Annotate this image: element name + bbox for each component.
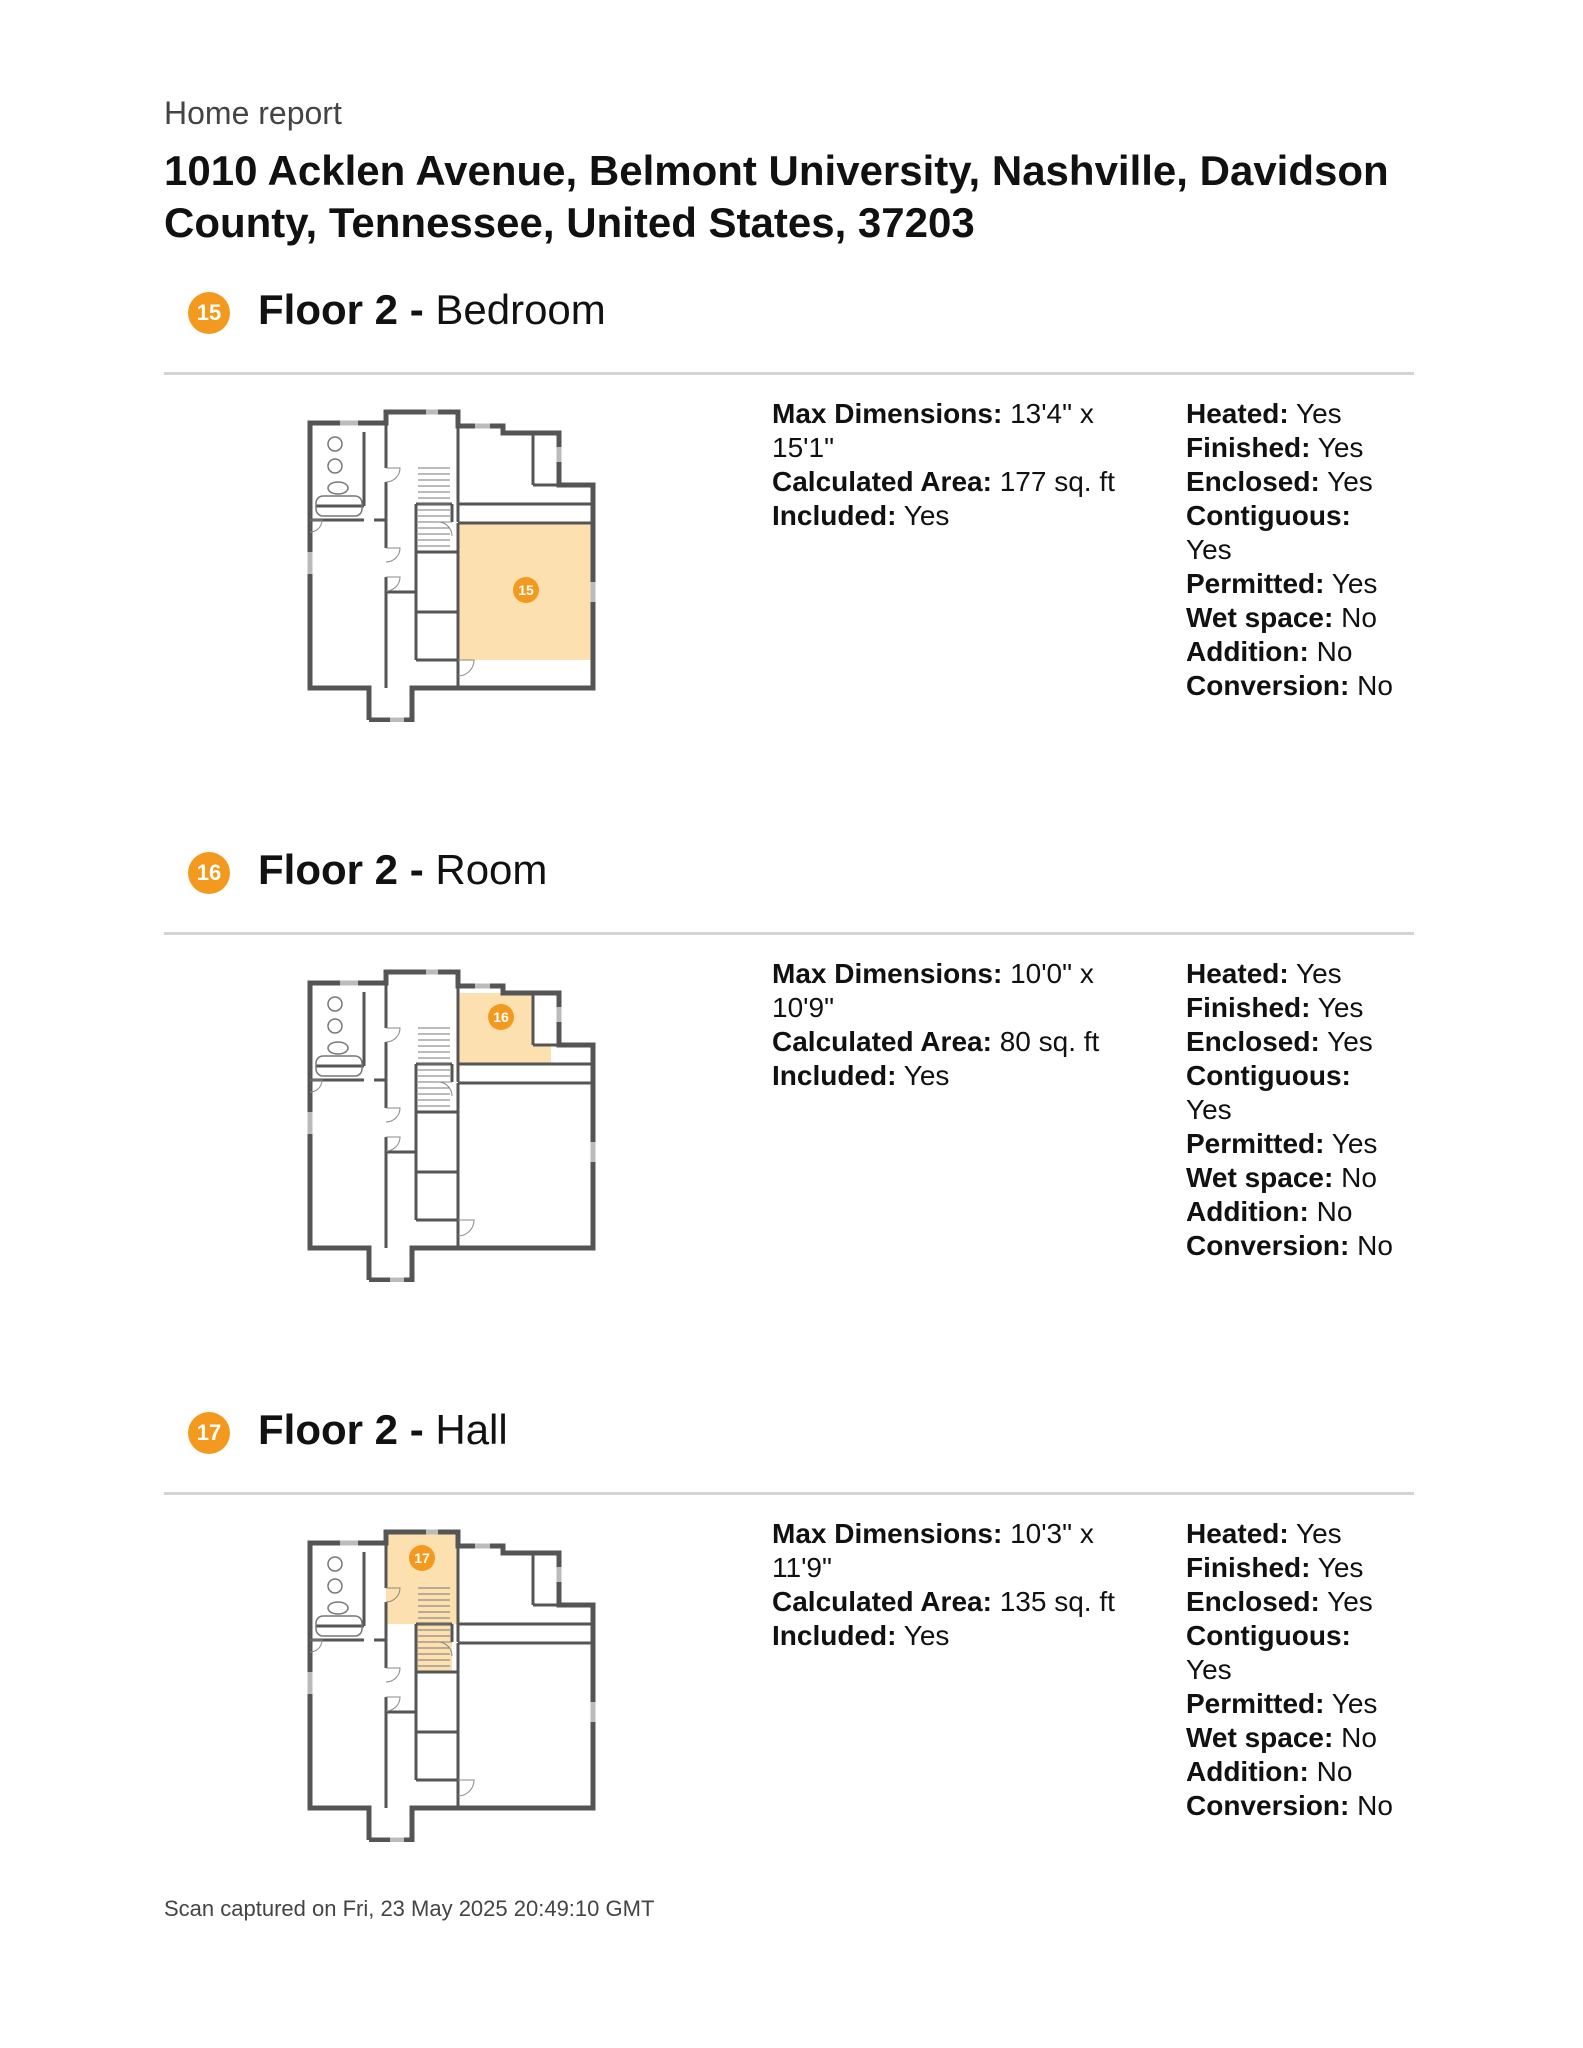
- door-swing: [386, 1028, 400, 1042]
- room-section: [0, 846, 1583, 1412]
- info-row: [1186, 1789, 1396, 1823]
- info-label: Addition:: [1186, 1196, 1309, 1227]
- room-marker-number: 17: [414, 1550, 430, 1566]
- info-value: Yes: [1331, 1128, 1378, 1159]
- room-name: Room: [435, 846, 548, 893]
- info-value: Yes: [1331, 1688, 1378, 1719]
- info-label: Permitted:: [1186, 568, 1325, 599]
- info-row: [1186, 669, 1396, 703]
- info-row: [1186, 1025, 1396, 1059]
- room-marker-number: 16: [493, 1009, 509, 1025]
- info-row: [1186, 499, 1396, 567]
- info-value: Yes: [1327, 1586, 1373, 1617]
- info-row: [1186, 1127, 1396, 1161]
- info-row: [772, 1517, 1132, 1585]
- room-name: Hall: [435, 1406, 508, 1453]
- room-number-badge: 17: [188, 1412, 230, 1454]
- info-label: Enclosed:: [1186, 466, 1320, 497]
- info-value: 135 sq. ft: [999, 1586, 1115, 1617]
- info-label: Max Dimensions:: [772, 958, 1003, 989]
- info-row: [1186, 1619, 1396, 1687]
- info-row: [1186, 397, 1396, 431]
- room-name: Bedroom: [435, 286, 606, 333]
- sink-icon: [328, 1579, 342, 1593]
- info-label: Contiguous:: [1186, 500, 1351, 531]
- info-row: [1186, 1585, 1396, 1619]
- info-value: Yes: [1327, 466, 1373, 497]
- info-row: [1186, 1161, 1396, 1195]
- door-swing: [386, 1137, 400, 1151]
- title-separator: -: [409, 846, 424, 893]
- info-label: Contiguous:: [1186, 1620, 1351, 1651]
- info-row: [772, 1619, 1132, 1653]
- sink-icon: [328, 997, 342, 1011]
- info-value: No: [1341, 1162, 1377, 1193]
- door-swing: [386, 1668, 400, 1682]
- attributes-info: [1186, 1517, 1396, 1823]
- door-swing: [458, 660, 474, 676]
- info-row: [1186, 1195, 1396, 1229]
- door-swing: [386, 1697, 400, 1711]
- info-value: 177 sq. ft: [999, 466, 1115, 497]
- info-label: Finished:: [1186, 1552, 1311, 1583]
- door-swing: [458, 1220, 474, 1236]
- info-row: [772, 397, 1132, 465]
- info-value: No: [1357, 670, 1393, 701]
- info-value: Yes: [1295, 1518, 1342, 1549]
- info-row: [772, 465, 1132, 499]
- door-swing: [386, 1108, 400, 1122]
- sink-icon: [328, 1557, 342, 1571]
- info-row: [1186, 431, 1396, 465]
- info-label: Included:: [772, 500, 897, 531]
- info-value: 80 sq. ft: [999, 1026, 1100, 1057]
- info-label: Enclosed:: [1186, 1586, 1320, 1617]
- toilet-icon: [328, 1602, 348, 1614]
- section-title: [258, 1406, 508, 1454]
- info-value: Yes: [1186, 1094, 1232, 1125]
- info-row: [1186, 1229, 1396, 1263]
- room-section: [0, 286, 1583, 852]
- info-value: 10'0" x 10'9": [772, 958, 1094, 1023]
- info-row: [772, 1585, 1132, 1619]
- info-label: Included:: [772, 1060, 897, 1091]
- info-label: Heated:: [1186, 1518, 1289, 1549]
- info-row: [772, 1025, 1132, 1059]
- door-swing: [386, 577, 400, 591]
- info-row: [1186, 1755, 1396, 1789]
- room-marker-number: 15: [518, 582, 534, 598]
- info-row: [1186, 1517, 1396, 1551]
- info-value: No: [1357, 1230, 1393, 1261]
- info-label: Addition:: [1186, 636, 1309, 667]
- floor-plan-thumbnail: [300, 962, 620, 1282]
- info-label: Conversion:: [1186, 1790, 1350, 1821]
- info-row: [1186, 601, 1396, 635]
- info-label: Calculated Area:: [772, 466, 992, 497]
- info-value: Yes: [903, 500, 950, 531]
- info-value: No: [1316, 1196, 1353, 1227]
- info-row: [1186, 1059, 1396, 1127]
- info-row: [772, 1059, 1132, 1093]
- toilet-icon: [328, 482, 348, 494]
- info-label: Permitted:: [1186, 1128, 1325, 1159]
- info-value: No: [1357, 1790, 1393, 1821]
- info-label: Heated:: [1186, 958, 1289, 989]
- title-separator: -: [409, 286, 424, 333]
- title-separator: -: [409, 1406, 424, 1453]
- info-value: 13'4" x 15'1": [772, 398, 1094, 463]
- info-value: 10'3" x 11'9": [772, 1518, 1094, 1583]
- info-value: Yes: [1327, 1026, 1373, 1057]
- info-label: Max Dimensions:: [772, 398, 1003, 429]
- attributes-info: [1186, 957, 1396, 1263]
- section-title: [258, 846, 547, 894]
- info-row: [1186, 1687, 1396, 1721]
- sink-icon: [328, 437, 342, 451]
- floor-label: Floor 2: [258, 846, 399, 893]
- attributes-info: [1186, 397, 1396, 703]
- section-header: [164, 1406, 1414, 1495]
- info-row: [1186, 991, 1396, 1025]
- info-label: Conversion:: [1186, 1230, 1350, 1261]
- info-label: Conversion:: [1186, 670, 1350, 701]
- info-row: [1186, 567, 1396, 601]
- info-label: Calculated Area:: [772, 1586, 992, 1617]
- floor-label: Floor 2: [258, 1406, 399, 1453]
- floor-plan-thumbnail: [300, 1522, 620, 1842]
- section-header: [164, 286, 1414, 375]
- floor-plan-thumbnail: [300, 402, 620, 722]
- info-label: Contiguous:: [1186, 1060, 1351, 1091]
- sink-icon: [328, 1019, 342, 1033]
- door-swing: [386, 468, 400, 482]
- info-value: No: [1316, 636, 1353, 667]
- info-value: Yes: [1317, 432, 1364, 463]
- highlighted-room-area: [533, 1045, 551, 1064]
- info-value: Yes: [1331, 568, 1378, 599]
- report-subtitle: Home report: [164, 95, 342, 131]
- info-value: Yes: [903, 1060, 950, 1091]
- info-value: Yes: [1186, 534, 1232, 565]
- info-label: Finished:: [1186, 992, 1311, 1023]
- info-value: No: [1341, 1722, 1377, 1753]
- toilet-icon: [328, 1042, 348, 1054]
- room-number-badge: 16: [188, 852, 230, 894]
- info-label: Wet space:: [1186, 1722, 1334, 1753]
- floor-label: Floor 2: [258, 286, 399, 333]
- info-value: Yes: [1317, 992, 1364, 1023]
- info-row: [1186, 1551, 1396, 1585]
- door-swing: [386, 548, 400, 562]
- info-label: Calculated Area:: [772, 1026, 992, 1057]
- property-address: 1010 Acklen Avenue, Belmont University, Nashville, Davidson County, Tennessee, United States, 37203: [164, 147, 1389, 246]
- info-label: Heated:: [1186, 398, 1289, 429]
- info-value: No: [1341, 602, 1377, 633]
- info-value: Yes: [1295, 398, 1342, 429]
- info-value: Yes: [903, 1620, 950, 1651]
- exterior-wall: [310, 972, 593, 1280]
- info-row: [772, 957, 1132, 1025]
- info-value: Yes: [1295, 958, 1342, 989]
- info-row: [1186, 635, 1396, 669]
- room-number-badge: 15: [188, 292, 230, 334]
- door-swing: [458, 1780, 474, 1796]
- info-row: [772, 499, 1132, 533]
- info-row: [1186, 1721, 1396, 1755]
- info-row: [1186, 465, 1396, 499]
- info-label: Max Dimensions:: [772, 1518, 1003, 1549]
- info-row: [1186, 957, 1396, 991]
- dimensions-info: [772, 1517, 1132, 1653]
- room-section: [0, 1406, 1583, 1972]
- info-label: Included:: [772, 1620, 897, 1651]
- scan-timestamp: Scan captured on Fri, 23 May 2025 20:49:10 GMT: [164, 1896, 655, 1921]
- info-value: No: [1316, 1756, 1353, 1787]
- sink-icon: [328, 459, 342, 473]
- info-label: Enclosed:: [1186, 1026, 1320, 1057]
- info-label: Permitted:: [1186, 1688, 1325, 1719]
- dimensions-info: [772, 957, 1132, 1093]
- info-label: Wet space:: [1186, 1162, 1334, 1193]
- info-value: Yes: [1186, 1654, 1232, 1685]
- info-label: Finished:: [1186, 432, 1311, 463]
- info-label: Wet space:: [1186, 602, 1334, 633]
- section-title: [258, 286, 606, 334]
- section-header: [164, 846, 1414, 935]
- info-value: Yes: [1317, 1552, 1364, 1583]
- info-label: Addition:: [1186, 1756, 1309, 1787]
- dimensions-info: [772, 397, 1132, 533]
